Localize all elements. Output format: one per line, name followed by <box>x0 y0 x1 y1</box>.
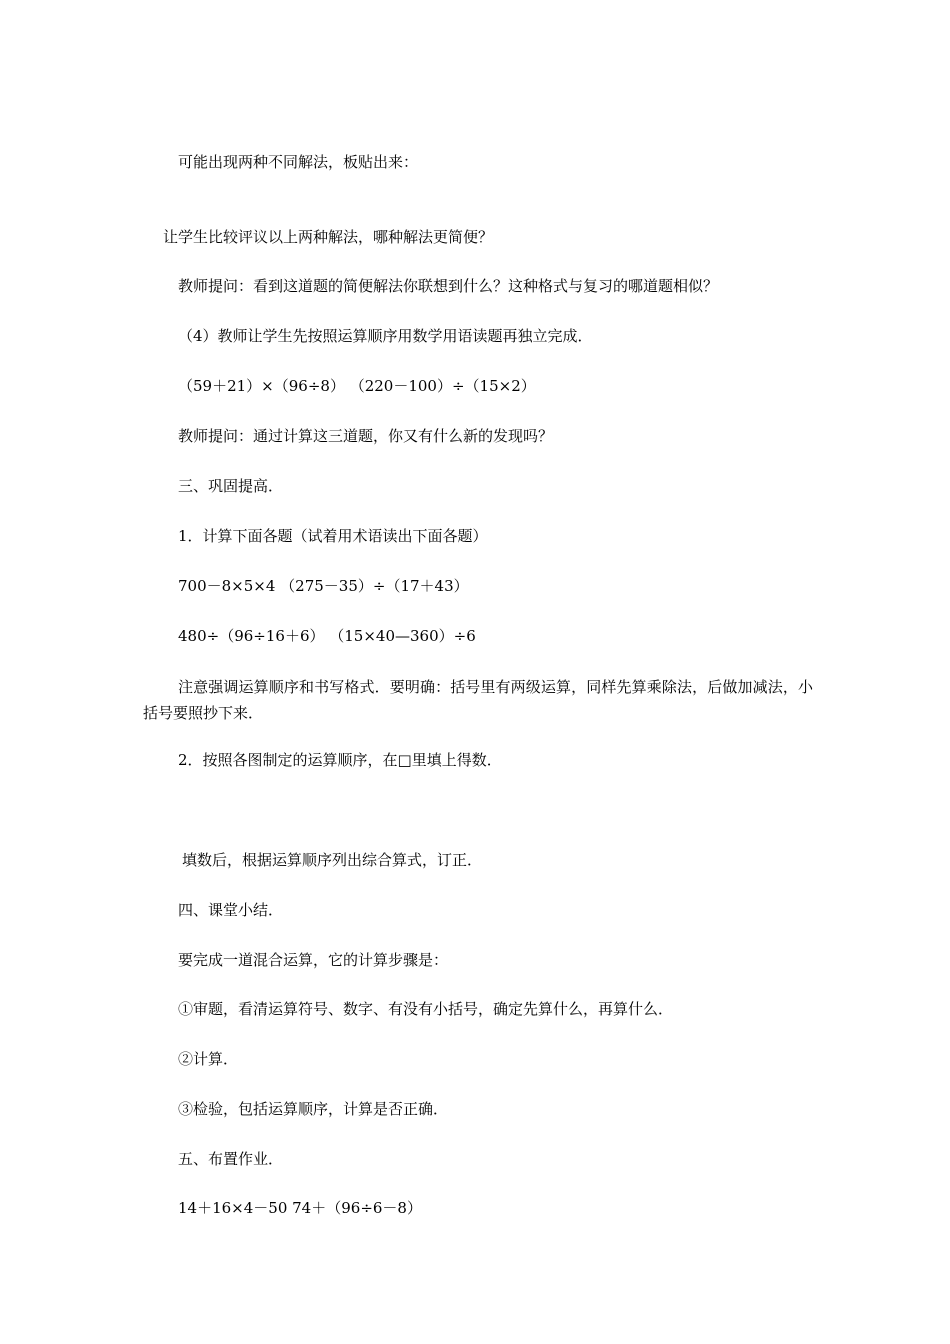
exercise-1-row-2: 480÷（96÷16＋6） （15×40—360）÷6 <box>178 627 476 645</box>
paragraph-two-solutions: 可能出现两种不同解法，板贴出来： <box>178 153 419 171</box>
paragraph-teacher-question-2: 教师提问：通过计算这三道题，你又有什么新的发现吗？ <box>178 427 554 445</box>
step-1-review: ①审题，看清运算符号、数字、有没有小括号，确定先算什么，再算什么． <box>178 1000 674 1018</box>
exercise-1-row-1: 700－8×5×4 （275－35）÷（17＋43） <box>178 577 469 595</box>
section-heading-summary: 四、课堂小结． <box>178 901 284 919</box>
step-3-check: ③检验，包括运算顺序，计算是否正确． <box>178 1100 449 1118</box>
exercise-1-title: 1．计算下面各题（试着用术语读出下面各题） <box>178 527 488 545</box>
paragraph-compare-solutions: 让学生比较评议以上两种解法，哪种解法更简便？ <box>163 228 494 246</box>
paragraph-after-fill: 填数后，根据运算顺序列出综合算式，订正． <box>182 851 483 869</box>
step-2-compute: ②计算． <box>178 1050 239 1068</box>
homework-expressions: 14＋16×4－50 74＋（96÷6－8） <box>178 1199 422 1217</box>
section-heading-consolidate: 三、巩固提高． <box>178 477 284 495</box>
paragraph-step-4: （4）教师让学生先按照运算顺序用数学用语读题再独立完成． <box>178 327 593 345</box>
paragraph-note-order: 注意强调运算顺序和书写格式．要明确：括号里有两级运算，同样先算乘除法，后做加减法，小括号要照抄下来． <box>143 678 813 722</box>
exercise-2-title: 2．按照各图制定的运算顺序，在□里填上得数． <box>178 751 502 769</box>
expression-line-1: （59＋21）×（96÷8） （220－100）÷（15×2） <box>178 377 536 395</box>
section-heading-homework: 五、布置作业． <box>178 1150 284 1168</box>
paragraph-teacher-question-1: 教师提问：看到这道题的简便解法你联想到什么？这种格式与复习的哪道题相似？ <box>178 277 719 295</box>
paragraph-steps-intro: 要完成一道混合运算，它的计算步骤是： <box>178 951 449 969</box>
